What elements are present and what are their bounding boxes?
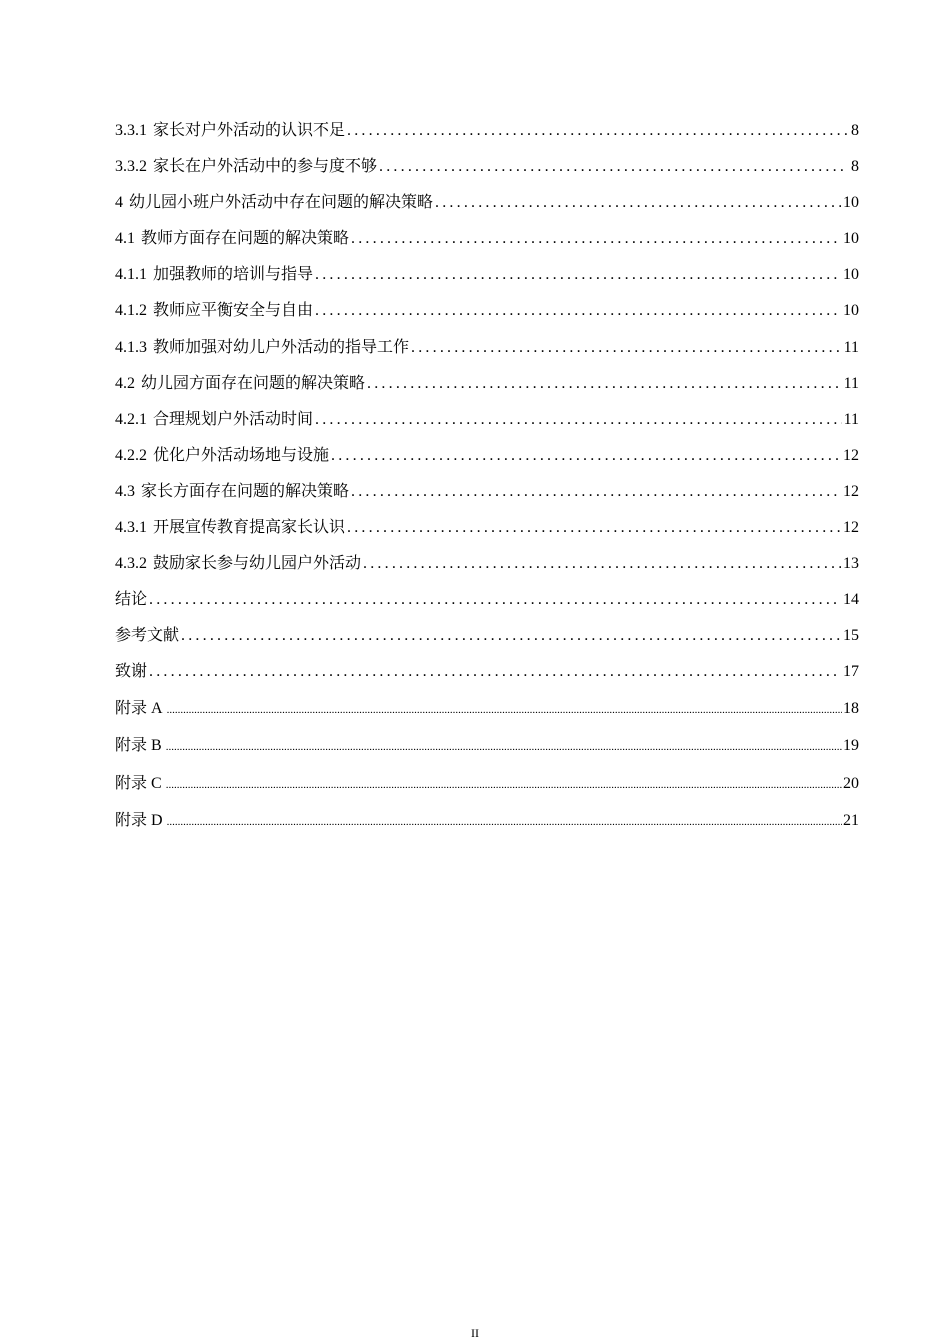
toc-entry-4-1-1[interactable] — [115, 262, 859, 298]
toc-entry-page: 12 — [843, 446, 859, 464]
toc-entry-page: 21 — [843, 812, 859, 829]
toc-entry-references[interactable] — [115, 623, 859, 659]
toc-entry-3-3-1[interactable] — [115, 118, 859, 154]
toc-entry-number: 4.3.1 — [115, 519, 147, 537]
toc-dot-leader — [347, 515, 841, 541]
table-of-contents — [115, 118, 859, 846]
toc-entry-page: 11 — [843, 374, 859, 392]
toc-entry-number: 4.1.3 — [115, 338, 147, 356]
toc-dot-leader — [315, 407, 842, 433]
toc-entry-text: 家长方面存在问题的解决策略 — [141, 482, 350, 500]
toc-entry-page: 13 — [843, 555, 859, 573]
toc-entry-title: 附录 C — [115, 774, 162, 792]
toc-entry-title: 致谢 — [115, 663, 148, 681]
toc-entry-number: 4.1.2 — [115, 302, 147, 320]
toc-entry-text: 家长在户外活动中的参与度不够 — [153, 158, 378, 176]
toc-entry-4-1-2[interactable] — [115, 298, 859, 334]
toc-entry-title — [115, 515, 345, 541]
toc-entry-title: 附录 D — [115, 812, 163, 829]
toc-entry-4-3-2[interactable] — [115, 551, 859, 587]
toc-entry-text: 教师应平衡安全与自由 — [153, 302, 314, 320]
toc-entry-page: 8 — [851, 158, 859, 176]
toc-entry-text: 教师方面存在问题的解决策略 — [141, 230, 350, 248]
toc-entry-title — [115, 226, 349, 252]
toc-dot-leader — [347, 118, 847, 144]
toc-entry-4-2[interactable] — [115, 371, 859, 407]
toc-entry-text: 合理规划户外活动时间 — [153, 410, 314, 428]
toc-dot-leader — [315, 298, 841, 324]
toc-entry-number: 3.3.1 — [115, 122, 147, 139]
toc-entry-number: 3.3.2 — [115, 158, 147, 176]
toc-entry-title — [115, 407, 313, 433]
toc-dot-leader — [351, 479, 841, 505]
toc-dot-leader — [435, 190, 841, 216]
toc-entry-title — [115, 371, 365, 397]
toc-dot-leader — [181, 623, 841, 649]
toc-entry-page: 17 — [843, 663, 859, 681]
toc-entry-title: 结论 — [115, 591, 148, 609]
toc-entry-appendix-b[interactable] — [115, 733, 859, 771]
toc-entry-page: 8 — [851, 122, 859, 139]
toc-dot-leader — [166, 772, 842, 798]
toc-entry-text: 教师加强对幼儿户外活动的指导工作 — [153, 338, 410, 356]
toc-entry-4-1[interactable] — [115, 226, 859, 262]
toc-entry-title — [115, 118, 345, 144]
toc-entry-page: 12 — [843, 482, 859, 500]
toc-entry-text: 加强教师的培训与指导 — [153, 266, 314, 284]
toc-entry-4[interactable] — [115, 190, 859, 226]
toc-entry-page: 14 — [843, 591, 859, 609]
toc-entry-4-1-3[interactable] — [115, 335, 859, 371]
toc-entry-text: 家长对户外活动的认识不足 — [153, 122, 346, 139]
toc-entry-page: 12 — [843, 519, 859, 537]
toc-entry-text: 幼儿园方面存在问题的解决策略 — [141, 374, 366, 392]
toc-entry-title: 参考文献 — [115, 627, 180, 645]
toc-dot-leader — [149, 587, 841, 613]
toc-entry-acknowledgements[interactable] — [115, 659, 859, 695]
toc-dot-leader — [315, 262, 841, 288]
toc-entry-number: 4.1 — [115, 230, 135, 248]
toc-entry-4-2-1[interactable] — [115, 407, 859, 443]
toc-entry-4-3-1[interactable] — [115, 515, 859, 551]
toc-entry-page: 20 — [843, 774, 859, 792]
toc-entry-4-2-2[interactable] — [115, 443, 859, 479]
toc-entry-page: 19 — [843, 737, 859, 754]
toc-entry-title — [115, 154, 377, 180]
toc-entry-title — [115, 190, 433, 216]
toc-entry-number: 4.2.2 — [115, 446, 147, 464]
toc-entry-title — [115, 335, 409, 361]
toc-entry-page: 10 — [843, 194, 859, 212]
toc-dot-leader — [411, 335, 842, 361]
toc-entry-appendix-d[interactable] — [115, 808, 859, 846]
toc-dot-leader — [167, 697, 842, 723]
toc-entry-text: 鼓励家长参与幼儿园户外活动 — [153, 555, 362, 573]
toc-dot-leader — [166, 734, 842, 760]
toc-entry-page: 15 — [843, 627, 859, 645]
toc-entry-page: 10 — [843, 302, 859, 320]
toc-entry-page: 10 — [843, 230, 859, 248]
toc-entry-appendix-a[interactable] — [115, 696, 859, 734]
toc-dot-leader — [351, 226, 841, 252]
page-number-footer: II — [471, 1326, 479, 1340]
toc-dot-leader — [363, 551, 841, 577]
toc-entry-title — [115, 443, 329, 469]
toc-dot-leader — [367, 371, 842, 397]
toc-dot-leader — [149, 659, 841, 685]
toc-entry-title — [115, 298, 313, 324]
toc-entry-text: 开展宣传教育提高家长认识 — [153, 519, 346, 537]
toc-entry-number: 4.1.1 — [115, 266, 147, 284]
toc-entry-conclusion[interactable] — [115, 587, 859, 623]
toc-dot-leader — [167, 809, 842, 835]
toc-entry-title — [115, 262, 313, 288]
toc-entry-number: 4.2 — [115, 374, 135, 392]
toc-entry-page: 18 — [843, 699, 859, 717]
toc-entry-title: 附录 A — [115, 699, 163, 717]
toc-entry-number: 4 — [115, 194, 123, 212]
toc-dot-leader — [379, 154, 847, 180]
toc-entry-page: 11 — [843, 410, 859, 428]
toc-entry-title: 附录 B — [115, 737, 162, 754]
toc-entry-title — [115, 479, 349, 505]
toc-entry-text: 幼儿园小班户外活动中存在问题的解决策略 — [129, 194, 434, 212]
toc-entry-text: 优化户外活动场地与设施 — [153, 446, 330, 464]
toc-entry-4-3[interactable] — [115, 479, 859, 515]
toc-entry-appendix-c[interactable] — [115, 771, 859, 809]
toc-entry-page: 10 — [843, 266, 859, 284]
toc-entry-3-3-2[interactable] — [115, 154, 859, 190]
toc-entry-number: 4.3.2 — [115, 555, 147, 573]
toc-entry-number: 4.3 — [115, 482, 135, 500]
toc-entry-title — [115, 551, 361, 577]
toc-entry-page: 11 — [843, 338, 859, 356]
toc-dot-leader — [331, 443, 841, 469]
toc-entry-number: 4.2.1 — [115, 410, 147, 428]
